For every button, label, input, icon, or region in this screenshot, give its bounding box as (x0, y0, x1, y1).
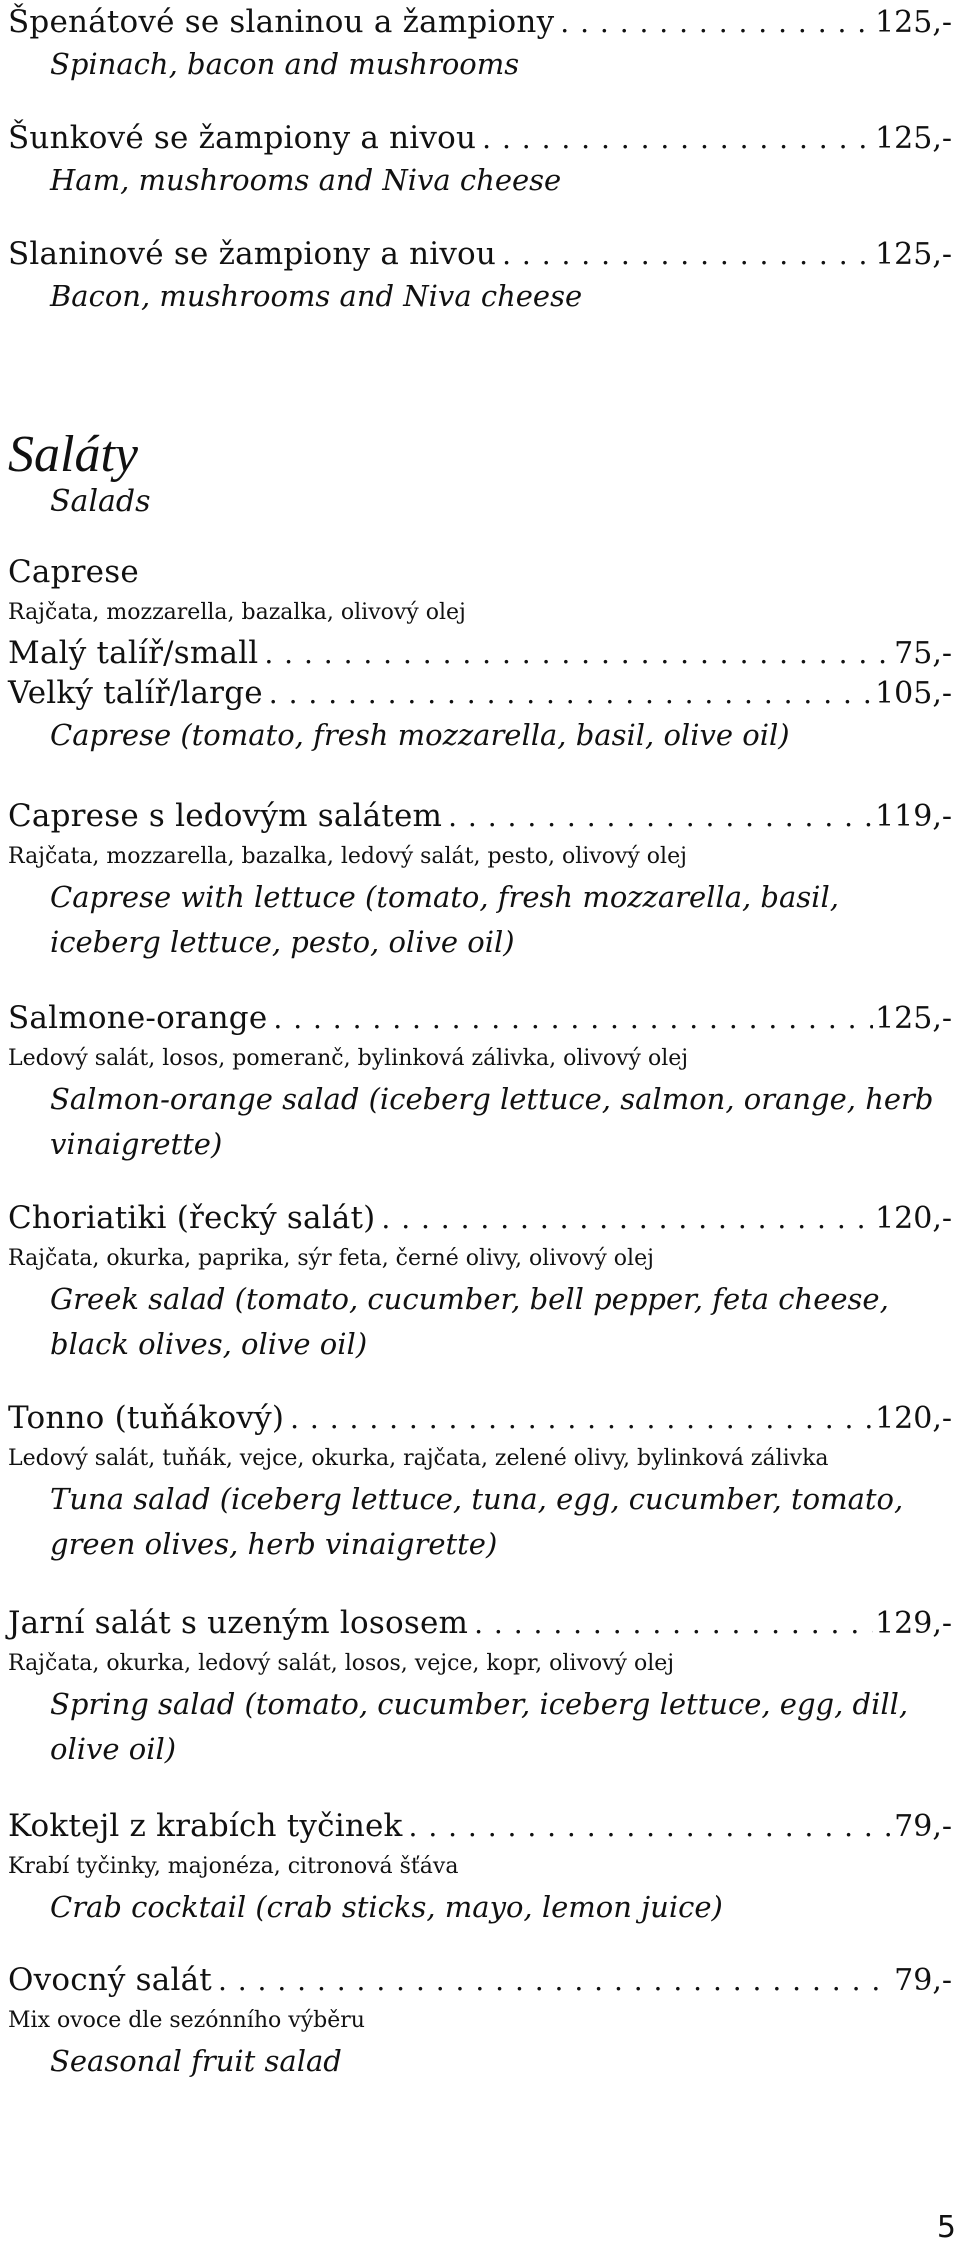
leader-dots (448, 800, 873, 833)
leader-dots (482, 122, 873, 155)
item-czech-description: Krabí tyčinky, majonéza, citronová šťáva (8, 1854, 459, 1879)
menu-item (8, 4, 952, 87)
item-czech-description: Ledový salát, losos, pomeranč, bylinková zálivka, olivový olej (8, 1046, 689, 1071)
menu-item (8, 1808, 952, 1930)
item-price: 125,- (875, 5, 952, 40)
menu-item (8, 1000, 952, 1167)
leader-dots (502, 238, 873, 271)
section-subtitle: Salads (50, 484, 151, 519)
item-english: Spinach, bacon and mushrooms (50, 47, 520, 81)
item-czech-description: Mix ovoce dle sezónního výběru (8, 2008, 365, 2033)
item-price: 125,- (875, 237, 952, 272)
item-price: 125,- (875, 121, 952, 156)
size-small-label: Malý talíř/small (8, 635, 259, 671)
item-name: Špenátové se slaninou a žampiony (8, 4, 555, 40)
item-english: Greek salad (tomato, cucumber, bell pepper, feta cheese, black olives, olive oil) (50, 1282, 889, 1361)
leader-dots (269, 677, 873, 710)
size-small-price: 75,- (894, 636, 952, 671)
size-large-label: Velký talíř/large (8, 675, 263, 711)
leader-dots (381, 1202, 873, 1235)
item-english: Tuna salad (iceberg lettuce, tuna, egg, cucumber, tomato, green olives, herb vinaigrette) (50, 1482, 904, 1561)
leader-dots (560, 6, 873, 39)
item-czech-description: Rajčata, mozzarella, bazalka, olivový olej (8, 600, 466, 625)
leader-dots (409, 1810, 893, 1843)
menu-item (8, 1962, 952, 2084)
menu-item (8, 1605, 952, 1772)
item-name: Caprese s ledovým salátem (8, 798, 443, 834)
item-price: 79,- (894, 1809, 952, 1844)
item-czech-description: Rajčata, okurka, ledový salát, losos, vejce, kopr, olivový olej (8, 1651, 675, 1676)
item-name: Tonno (tuňákový) (8, 1400, 285, 1436)
section-heading (8, 425, 952, 519)
page-number: 5 (936, 2210, 956, 2245)
item-name: Slaninové se žampiony a nivou (8, 236, 497, 272)
item-english: Ham, mushrooms and Niva cheese (50, 163, 562, 197)
item-price: 119,- (875, 799, 952, 834)
section-title: Saláty (8, 426, 138, 483)
item-price: 120,- (875, 1201, 952, 1236)
size-large-price: 105,- (875, 676, 952, 711)
menu-item-caprese (8, 554, 952, 758)
menu-item (8, 236, 952, 319)
item-name: Koktejl z krabích tyčinek (8, 1808, 403, 1844)
item-price: 129,- (875, 1606, 952, 1641)
item-czech-description: Ledový salát, tuňák, vejce, okurka, rajčata, zelené olivy, bylinková zálivka (8, 1446, 829, 1471)
item-name: Caprese (8, 554, 139, 590)
item-name: Jarní salát s uzeným lososem (8, 1605, 469, 1641)
item-czech-description: Rajčata, mozzarella, bazalka, ledový salát, pesto, olivový olej (8, 844, 687, 869)
item-price: 120,- (875, 1401, 952, 1436)
leader-dots (264, 637, 892, 670)
menu-item (8, 1400, 952, 1567)
item-english: Spring salad (tomato, cucumber, iceberg lettuce, egg, dill, olive oil) (50, 1687, 909, 1766)
leader-dots (218, 1964, 892, 1997)
item-name: Ovocný salát (8, 1962, 212, 1998)
leader-dots (474, 1607, 873, 1640)
menu-item (8, 120, 952, 203)
item-czech-description: Rajčata, okurka, paprika, sýr feta, černé olivy, olivový olej (8, 1246, 654, 1271)
item-english: Bacon, mushrooms and Niva cheese (50, 279, 583, 313)
item-name: Salmone-orange (8, 1000, 268, 1036)
leader-dots (273, 1002, 873, 1035)
item-english: Caprese (tomato, fresh mozzarella, basil, olive oil) (50, 718, 790, 752)
item-price: 79,- (894, 1963, 952, 1998)
menu-item (8, 798, 952, 965)
item-name: Choriatiki (řecký salát) (8, 1200, 376, 1236)
item-english: Salmon-orange salad (iceberg lettuce, salmon, orange, herb vinaigrette) (50, 1082, 934, 1161)
item-name: Šunkové se žampiony a nivou (8, 120, 477, 156)
item-english: Seasonal fruit salad (50, 2044, 342, 2078)
leader-dots (290, 1402, 873, 1435)
item-price: 125,- (875, 1001, 952, 1036)
menu-item (8, 1200, 952, 1367)
item-english: Crab cocktail (crab sticks, mayo, lemon juice) (50, 1890, 723, 1924)
item-english: Caprese with lettuce (tomato, fresh mozzarella, basil, iceberg lettuce, pesto, olive oil) (50, 880, 839, 959)
